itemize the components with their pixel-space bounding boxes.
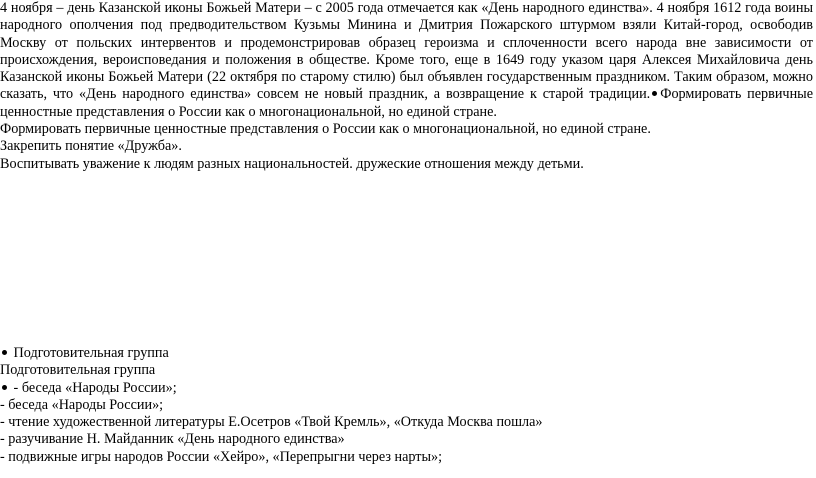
goal-line: Закрепить понятие «Дружба». [0, 138, 182, 155]
bullet-icon [652, 91, 657, 96]
activity-item-text: - беседа «Народы России»; [13, 379, 177, 396]
bullet-icon [2, 350, 7, 355]
activity-item: - беседа «Народы России»; [0, 396, 164, 413]
goal-line: Воспитывать уважение к людям разных национальностей. дружеские отношения между детьми. [0, 155, 584, 172]
intro-tail-text: Формировать первичные ценностные представления о России как о многонациональной, но единой стране. [0, 86, 813, 120]
bullet-icon [2, 385, 7, 390]
activity-item: - чтение художественной литературы Е.Осетров «Твой Кремль», «Откуда Москва пошла» [0, 414, 543, 431]
activity-item: - подвижные игры народов России «Хейро», «Перепрыгни через нарты»; [0, 448, 443, 465]
group-heading-text: Подготовительная группа [13, 344, 169, 361]
intro-paragraph [0, 0, 813, 121]
goal-line: Формировать первичные ценностные представления о России как о многонациональной, но единой стране. [0, 121, 651, 138]
group-heading-bulleted [0, 345, 813, 362]
intro-text: 4 ноября – день Казанской иконы Божьей Матери – с 2005 года отмечается как «День народного единства». 4 ноября 1612 года воины народного ополчения под предводительством Кузьмы Минина и Дмитрия Пожарского штурмом взяли Китай-город, освободив Москву от польских интервентов и продемонстрировав образец героизма и сплоченности всего народа вне зависимости от происхождения, вероисповедания и положения в обществе. Кроме того, еще в 1649 году указом царя Алексея Михайловича день Казанской иконы Божьей Матери (22 октября по старому стилю) был объявлен государственным праздником. Таким образом, можно сказать, что «День народного единства» совсем не новый праздник, а возвращение к старой традиции. [0, 0, 813, 103]
activity-item: - разучивание Н. Майданник «День народного единства» [0, 431, 345, 448]
blank-space [0, 173, 813, 345]
group-heading: Подготовительная группа [0, 362, 156, 379]
activity-item-bulleted [0, 380, 813, 397]
